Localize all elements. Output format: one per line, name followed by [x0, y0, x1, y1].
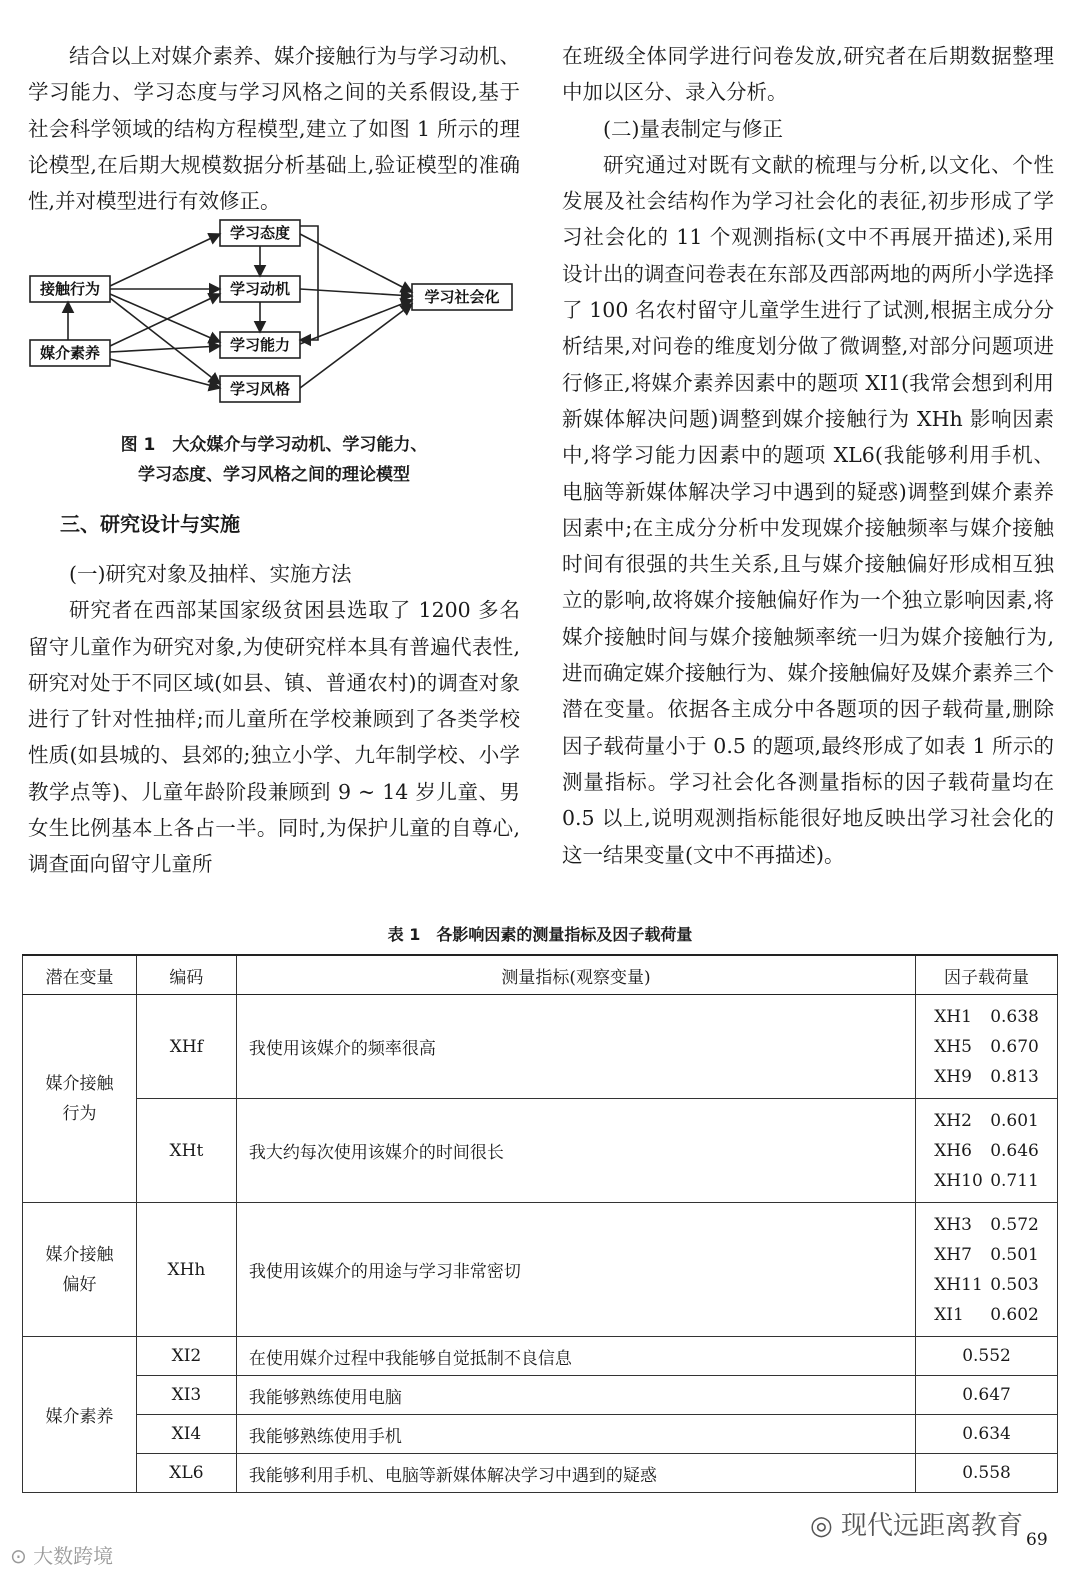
- label-motivation: 学习动机: [229, 280, 291, 298]
- header-code: 编码: [136, 955, 236, 995]
- paragraph: 结合以上对媒介素养、媒介接触行为与学习动机、学习能力、学习态度与学习风格之间的关系假设,基于社会科学领域的结构方程模型,建立了如图 1 所示的理论模型,在后期大规模数据分析基础上,验证模型的准确性,并对模型进行有效修正。: [28, 44, 520, 214]
- header-loading: 因子载荷量: [916, 955, 1058, 995]
- loading-cell: 0.558: [916, 1454, 1058, 1493]
- theoretical-model-figure: [22, 212, 522, 424]
- arrow: [300, 234, 412, 292]
- page-number: 69: [1026, 1530, 1048, 1550]
- group-cell: 媒介接触偏好: [23, 1203, 137, 1337]
- arrow: [300, 289, 412, 296]
- indicator-cell: 我使用该媒介的频率很高: [236, 995, 915, 1099]
- loading-cell: XH2 0.601 XH6 0.646 XH10 0.711: [916, 1099, 1058, 1203]
- header-latent: 潜在变量: [23, 955, 137, 995]
- right-column: [562, 38, 1054, 873]
- code-cell: XHf: [136, 995, 236, 1099]
- indicator-cell: 我大约每次使用该媒介的时间很长: [236, 1099, 915, 1203]
- loading-cell: 0.634: [916, 1415, 1058, 1454]
- indicator-cell: 我能够利用手机、电脑等新媒体解决学习中遇到的疑惑: [236, 1454, 915, 1493]
- label-style: 学习风格: [229, 380, 291, 398]
- group-cell: 媒介素养: [23, 1337, 137, 1493]
- brand-watermark: ⊙ 大数跨境: [10, 1544, 114, 1568]
- subheading: (二)量表制定与修正: [603, 116, 783, 141]
- group-cell: 媒介接触行为: [23, 995, 137, 1203]
- paragraph: 研究者在西部某国家级贫困县选取了 1200 多名留守儿童作为研究对象,为使研究样本具有普遍代表性,研究对处于不同区域(如县、镇、普通农村)的调查对象进行了针对性抽样;而儿童所在学校兼顾到了各类学校性质(如县城的、县郊的;独立小学、九年制学校、小学教学点等)、儿童年龄阶段兼顾到 9 ~ 14 岁儿童、男女生比例基本上各占一半。同时,为保护儿童的自尊心,调查面向留守儿童所: [28, 598, 520, 877]
- label-socialization: 学习社会化: [424, 288, 500, 306]
- table-row: [23, 1454, 1058, 1493]
- code-cell: XI4: [136, 1415, 236, 1454]
- left-column-lower: [28, 556, 520, 883]
- table-row: [23, 1099, 1058, 1203]
- label-attitude: 学习态度: [229, 224, 291, 242]
- loading-cell: 0.552: [916, 1337, 1058, 1376]
- code-cell: XHt: [136, 1099, 236, 1203]
- table-row: [23, 1376, 1058, 1415]
- paragraph: 研究通过对既有文献的梳理与分析,以文化、个性发展及社会结构作为学习社会化的表征,初步形成了学习社会化的 11 个观测指标(文中不再展开描述),采用设计出的调查问卷表在东部及西部两地的两所小学选择了 100 名农村留守儿童学生进行了试测,根据主成分分析结果,对问卷的维度划分做了微调整,对部分问题项进行修正,将媒介素养因素中的题项 XI1(我常会想到利用新媒体解决问题)调整到媒介接触行为 XHh 影响因素中,将学习能力因素中的题项 XL6(我能够利用手机、电脑等新媒体解决学习中遇到的疑惑)调整到媒介素养因素中;在主成分分析中发现媒介接触频率与媒介接触时间有很强的共生关系,且与媒介接触偏好形成相互独立的影响,故将媒介接触偏好作为一个独立影响因素,将媒介接触时间与媒介接触频率统一归为媒介接触行为,进而确定媒介接触行为、媒介接触偏好及媒介素养三个潜在变量。依据各主成分中各题项的因子载荷量,删除因子载荷量小于 0.5 的题项,最终形成了如表 1 所示的测量指标。学习社会化各测量指标的因子载荷量均在 0.5 以上,说明观测指标能很好地反映出学习社会化的这一结果变量(文中不再描述)。: [562, 152, 1054, 867]
- loading-cell: 0.647: [916, 1376, 1058, 1415]
- table-row: [23, 995, 1058, 1099]
- arrow: [300, 304, 412, 388]
- loading-cell: XH3 0.572 XH7 0.501 XH11 0.503 XI1 0.602: [916, 1203, 1058, 1337]
- figure-caption: 图 1 大众媒介与学习动机、学习能力、: [120, 435, 428, 455]
- code-cell: XHh: [136, 1203, 236, 1337]
- loading-cell: XH1 0.638 XH5 0.670 XH9 0.813: [916, 995, 1058, 1099]
- indicator-cell: 我使用该媒介的用途与学习非常密切: [236, 1203, 915, 1337]
- table-row: [23, 1337, 1058, 1376]
- wechat-watermark: ◎ 现代远距离教育: [810, 1511, 1023, 1541]
- arrow: [110, 346, 220, 352]
- label-ability: 学习能力: [229, 336, 291, 354]
- table-title: 表 1 各影响因素的测量指标及因子载荷量: [387, 925, 693, 944]
- arrow: [300, 226, 318, 340]
- header-indicator: 测量指标(观察变量): [236, 955, 915, 995]
- table-row: [23, 1203, 1058, 1337]
- label-contact: 接触行为: [39, 280, 101, 298]
- table-row: [23, 1415, 1058, 1454]
- indicator-cell: 我能够熟练使用电脑: [236, 1376, 915, 1415]
- arrow: [300, 300, 412, 344]
- code-cell: XI3: [136, 1376, 236, 1415]
- paragraph: 在班级全体同学进行问卷发放,研究者在后期数据整理中加以区分、录入分析。: [562, 44, 1054, 105]
- subheading: (一)研究对象及抽样、实施方法: [69, 562, 352, 586]
- left-column: [28, 38, 520, 219]
- indicator-cell: 在使用媒介过程中我能够自觉抵制不良信息: [236, 1337, 915, 1376]
- code-cell: XI2: [136, 1337, 236, 1376]
- loadings-table: [22, 954, 1058, 1493]
- wechat-icon: ◎: [810, 1511, 841, 1541]
- section-heading: 三、研究设计与实施: [60, 512, 240, 536]
- figure-caption: 学习态度、学习风格之间的理论模型: [138, 465, 410, 485]
- indicator-cell: 我能够熟练使用手机: [236, 1415, 915, 1454]
- arrow: [110, 359, 220, 388]
- arrow: [110, 298, 220, 384]
- label-literacy: 媒介素养: [39, 344, 101, 362]
- code-cell: XL6: [136, 1454, 236, 1493]
- brand-icon: ⊙: [10, 1544, 34, 1568]
- arrow: [110, 234, 220, 286]
